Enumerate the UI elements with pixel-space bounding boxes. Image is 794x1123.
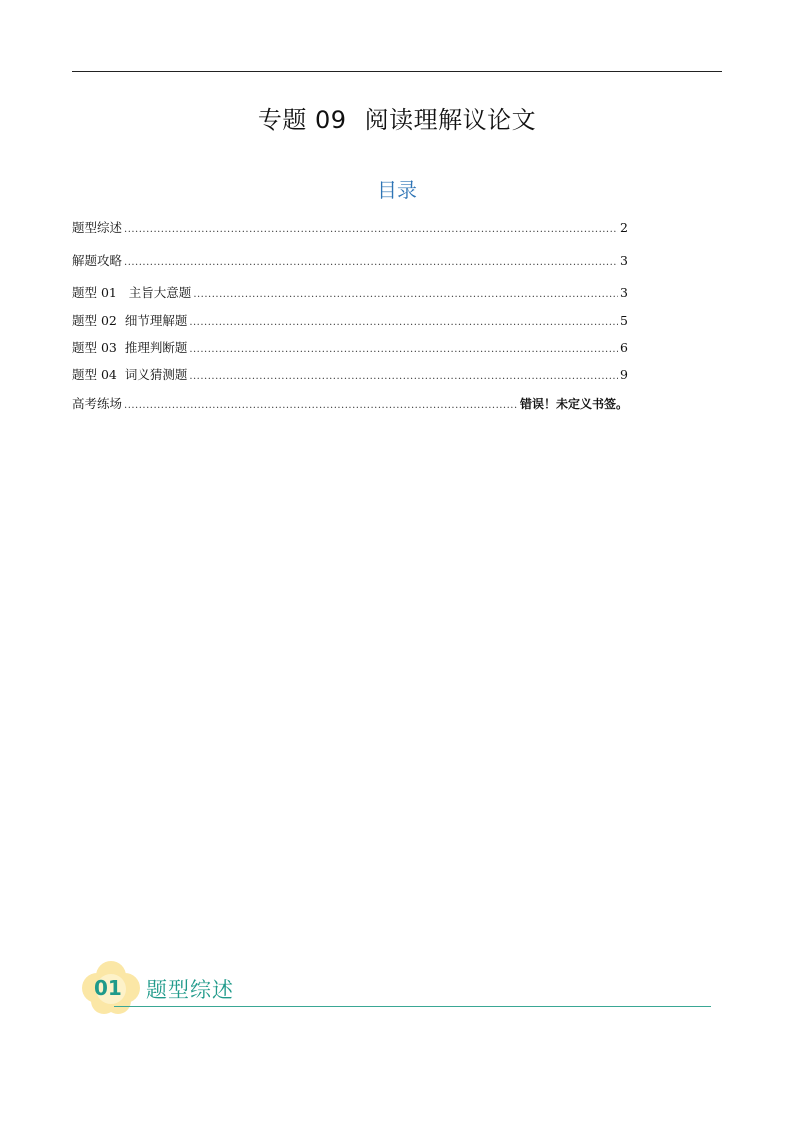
- toc-leader-dots: [124, 224, 618, 235]
- toc-leader-dots: [124, 257, 618, 268]
- document-title-main: 阅读理解议论文: [364, 106, 537, 134]
- toc-entry-label: 题型 02 细节理解题: [72, 313, 188, 328]
- toc-entry-label: 题型综述: [72, 220, 123, 235]
- toc-entry-page-error: 错误！未定义书签。: [519, 397, 628, 411]
- section-banner: [80, 958, 720, 1018]
- section-title: 题型综述: [146, 978, 234, 1002]
- toc-entry-page: 6: [620, 340, 628, 355]
- section-rule: [114, 1006, 711, 1007]
- document-title-prefix: 专题 09: [257, 106, 347, 134]
- toc-leader-dots: [193, 289, 618, 300]
- toc-entry-label: 高考练场: [72, 396, 123, 411]
- toc-entry-label: 题型 01 主旨大意题: [72, 285, 192, 300]
- toc-entry-label: 题型 04 词义猜测题: [72, 367, 188, 382]
- toc-entry-page: 9: [620, 367, 628, 382]
- toc-leader-dots: [189, 317, 618, 328]
- toc-entry-practice[interactable]: [72, 394, 628, 412]
- toc-leader-dots: [124, 400, 518, 411]
- toc-entry-page: 5: [620, 313, 628, 328]
- header-rule: [72, 71, 722, 72]
- document-title: [0, 100, 794, 135]
- toc-entry-page: 3: [620, 253, 628, 268]
- toc-entry-page: 3: [620, 285, 628, 300]
- toc-entry-type-02[interactable]: [72, 311, 628, 329]
- toc-entry-type-01[interactable]: [72, 283, 628, 301]
- toc-entry-strategy[interactable]: [72, 251, 628, 269]
- toc-entry-page: 2: [620, 220, 628, 235]
- toc-entry-type-04[interactable]: [72, 365, 628, 383]
- section-number: 01: [94, 976, 122, 1000]
- toc-leader-dots: [189, 371, 618, 382]
- toc-entry-label: 题型 03 推理判断题: [72, 340, 188, 355]
- toc-heading: 目录: [377, 178, 417, 202]
- toc-leader-dots: [189, 344, 618, 355]
- toc-entry-label: 解题攻略: [72, 253, 123, 268]
- toc-entry-type-03[interactable]: [72, 338, 628, 356]
- toc-entry-overview[interactable]: [72, 218, 628, 236]
